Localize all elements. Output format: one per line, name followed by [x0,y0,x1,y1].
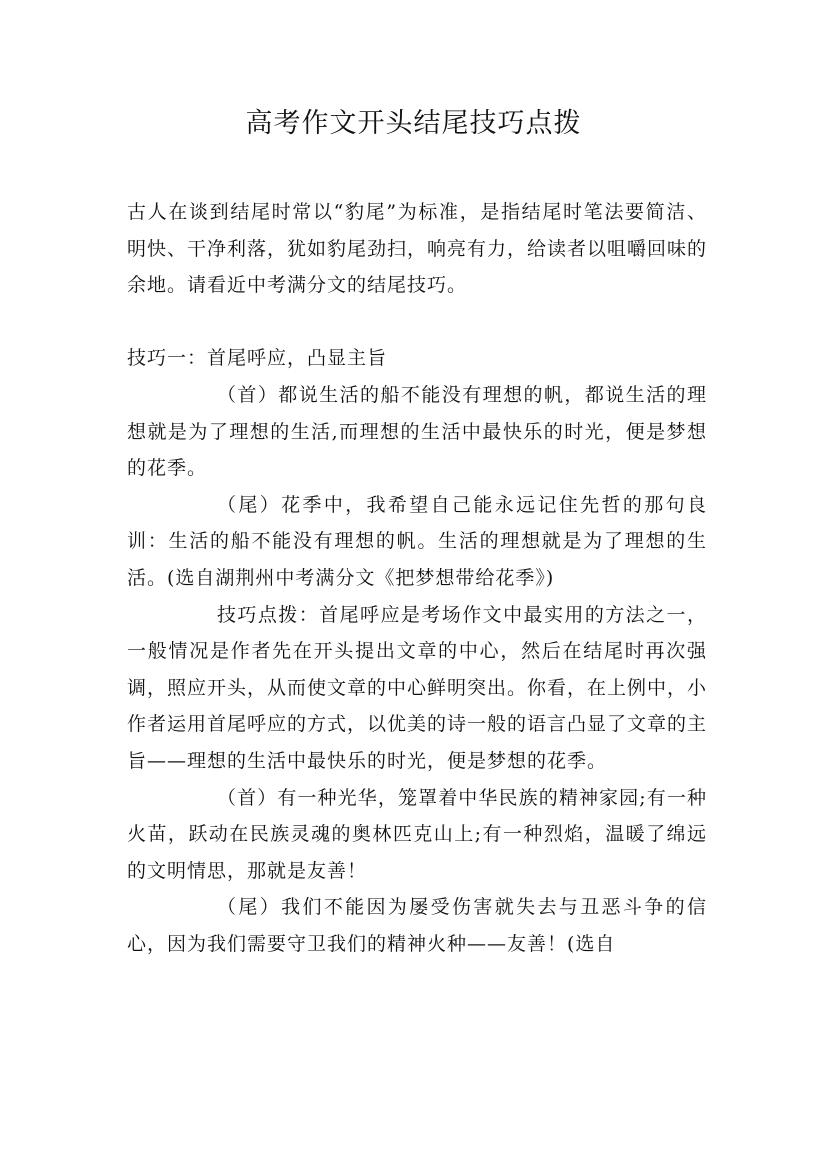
paragraph-spacer [127,304,707,341]
technique-tip-paragraph: 技巧点拨：首尾呼应是考场作文中最实用的方法之一，一般情况是作者先在开头提出文章的中心，然后在结尾时再次强调，照应开头，从而使文章的中心鲜明突出。你看，在上例中，小作者运用首尾呼应的方式，以优美的诗一般的语言凸显了文章的主旨——理想的生活中最快乐的时光，便是梦想的花季。 [127,603,708,772]
intro-paragraph: 古人在谈到结尾时常以“豹尾”为标准，是指结尾时笔法要简洁、明快、干净利落，犹如豹尾劲扫，响亮有力，给读者以咀嚼回味的余地。请看近中考满分文的结尾技巧。 [127,201,708,297]
document-body [127,194,707,962]
section-heading: 技巧一：首尾呼应，凸显主旨 [127,347,388,370]
example-opening-paragraph-2: （首）有一种光华，笼罩着中华民族的精神家园;有一种火苗，跃动在民族灵魂的奥林匹克山上;有一种烈焰，温暖了绵远的文明情思，那就是友善！ [127,786,707,882]
example-opening-paragraph: （首）都说生活的船不能没有理想的帆，都说生活的理想就是为了理想的生活,而理想的生活中最快乐的时光，便是梦想的花季。 [127,383,707,480]
document-title: 高考作文开头结尾技巧点拨 [245,108,582,139]
example-ending-paragraph-2: （尾）我们不能因为屡受伤害就失去与丑恶斗争的信心，因为我们需要守卫我们的精神火种——友善！(选自 [127,896,707,955]
example-ending-paragraph: （尾）花季中，我希望自己能永远记住先哲的那句良训：生活的船不能没有理想的帆。生活的理想就是为了理想的生活。(选自湖荆州中考满分文《把梦想带给花季》) [127,493,707,589]
